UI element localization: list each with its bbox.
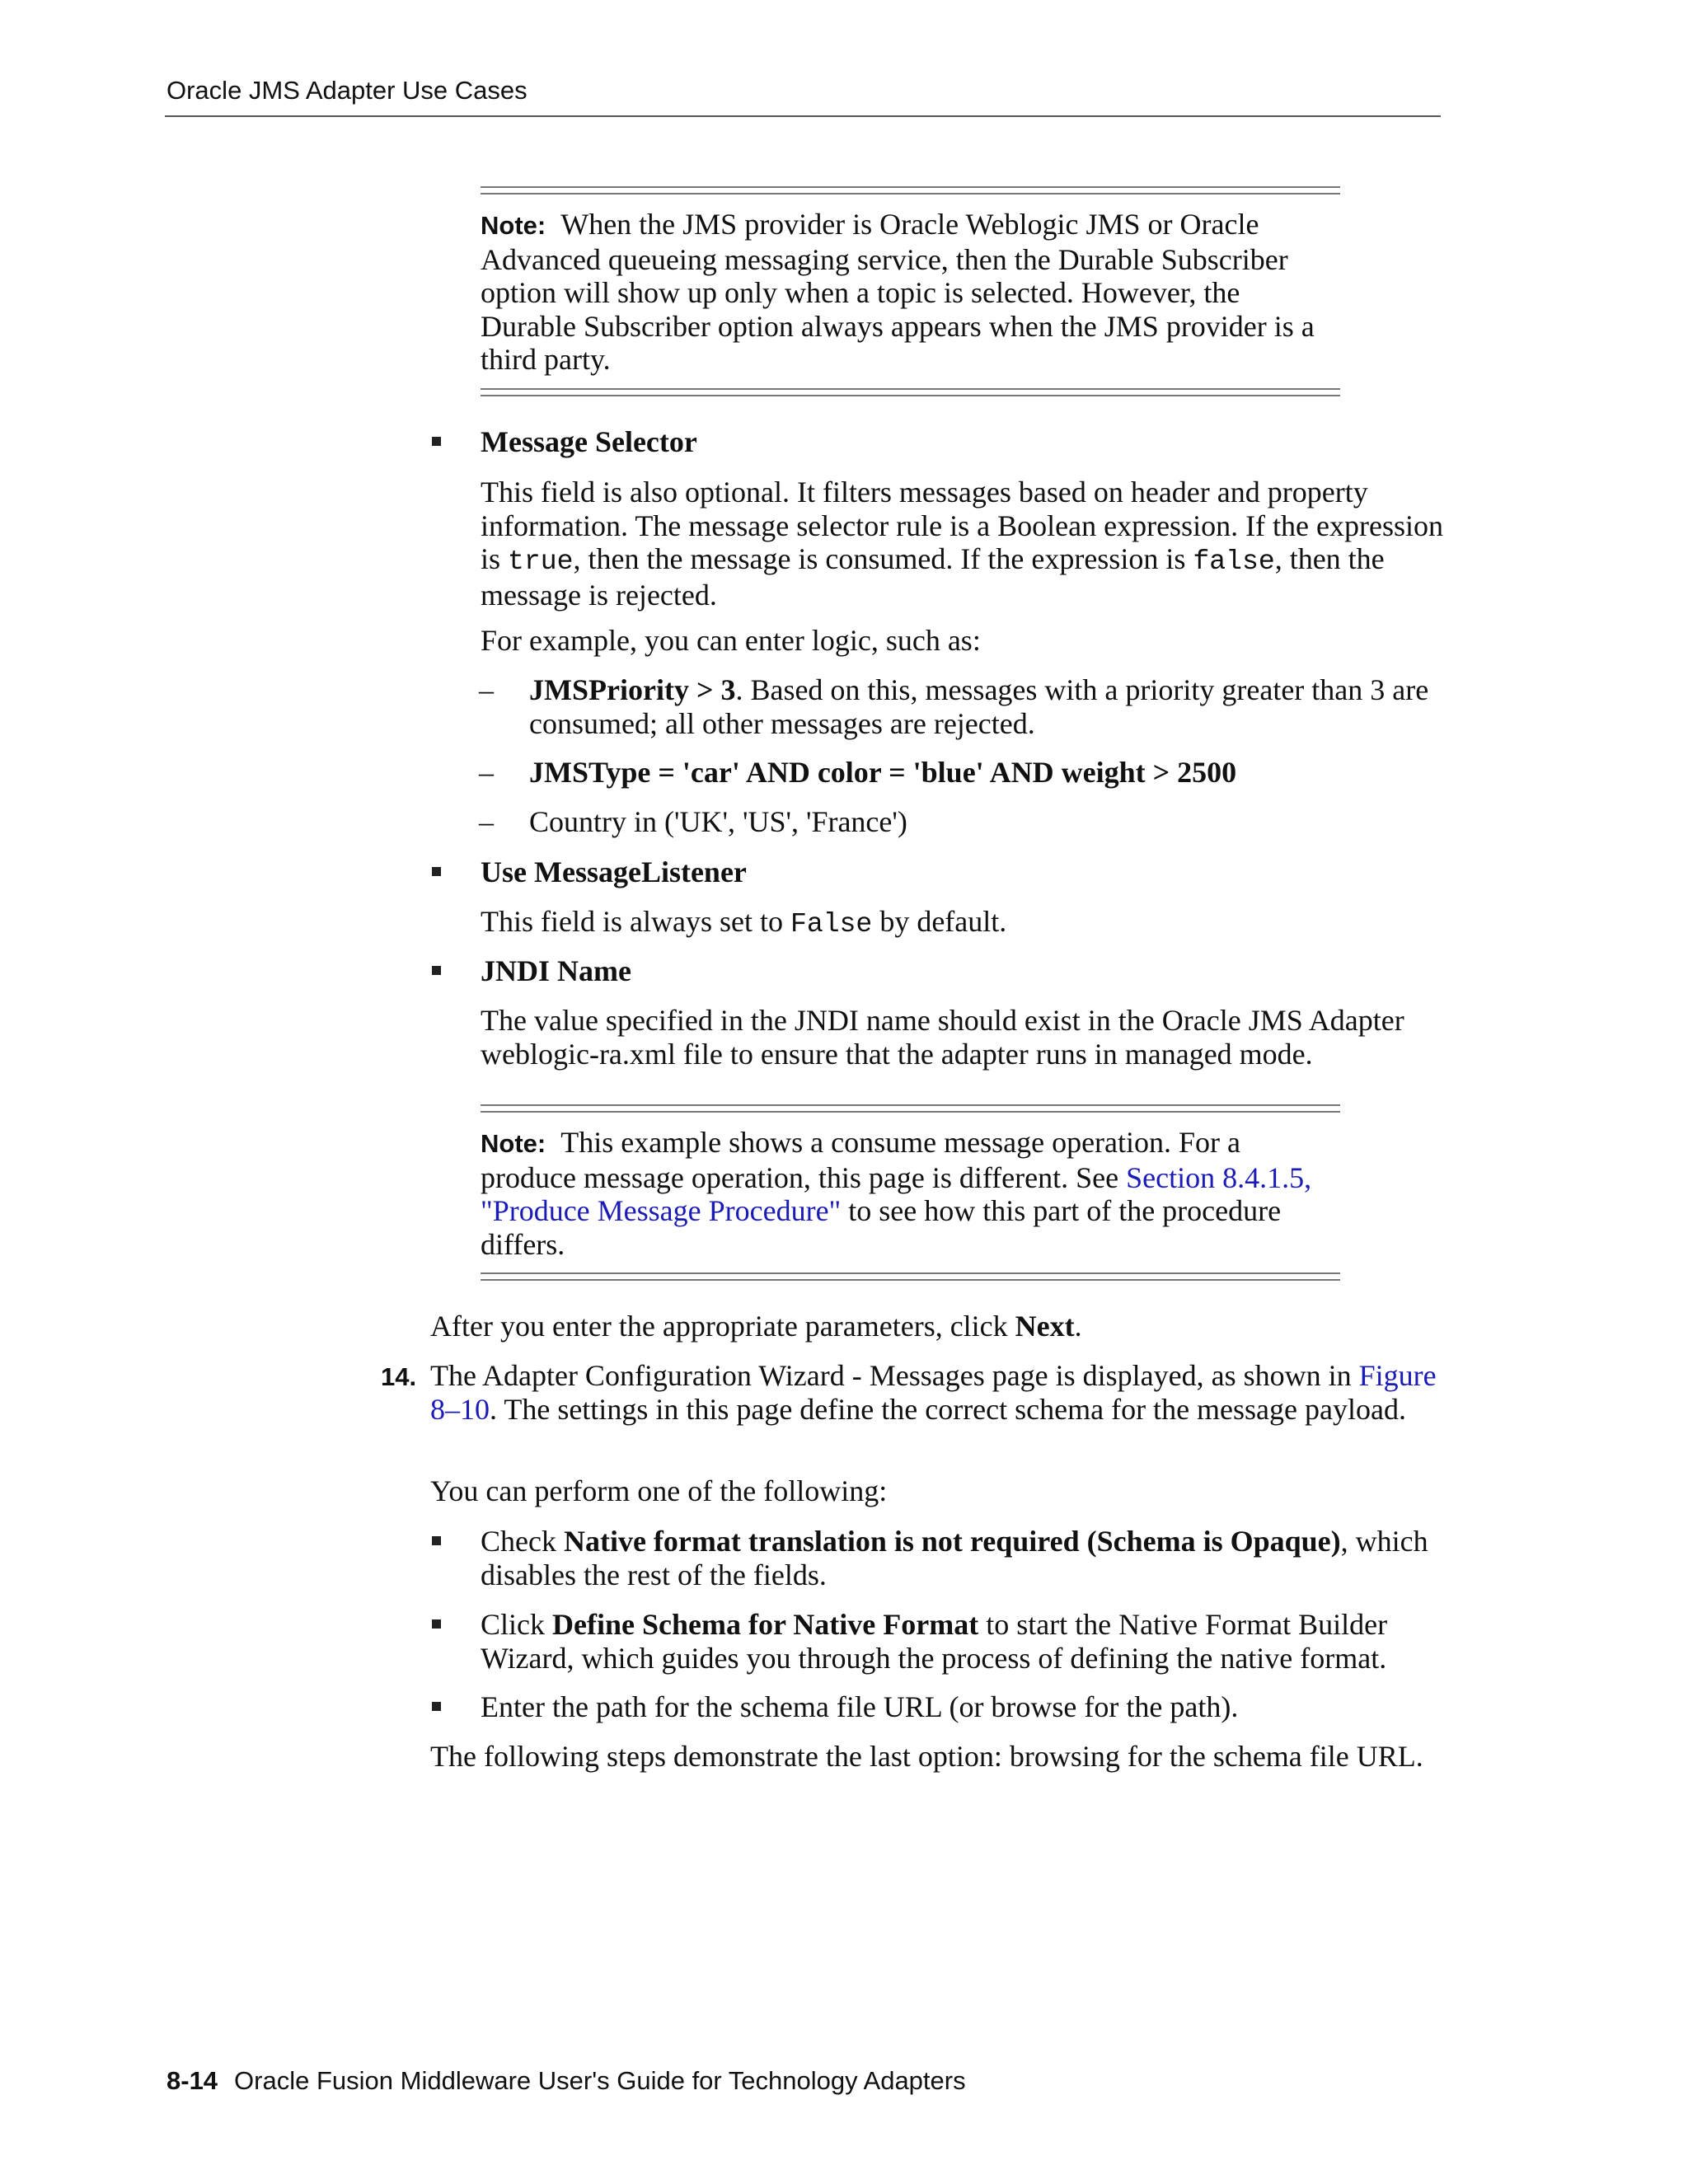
example-text: . Based on this, messages with a priority greater than 3 are consumed; all other messages are rejected. xyxy=(529,673,1429,740)
options-intro: You can perform one of the following: xyxy=(430,1474,888,1507)
note-body xyxy=(481,194,1340,388)
note-box-consume-operation xyxy=(481,1104,1340,1281)
example-bold: JMSType = 'car' AND color = 'blue' AND weight > 2500 xyxy=(529,756,1237,789)
bullet-square-icon xyxy=(432,437,441,446)
example-item-2: – JMSType = 'car' AND color = 'blue' AND weight > 2500 xyxy=(479,756,1237,789)
jndi-heading: JNDI Name xyxy=(481,954,631,987)
option-item-3: Enter the path for the schema file URL (or browse for the path). xyxy=(432,1690,1454,1724)
note-top-rule xyxy=(481,1104,1340,1113)
note-label: Note: xyxy=(481,1129,546,1158)
page-footer xyxy=(166,2066,966,2096)
use-listener-desc: This field is always set to False by default. xyxy=(481,905,1007,940)
book-title: Oracle Fusion Middleware User's Guide for Technology Adapters xyxy=(234,2066,966,2095)
note-body: Note: This example shows a consume message operation. For a produce message operation, this page is different. See Section 8.4.1.5, "Produce Message Procedure" to see how this part of the procedure differs. xyxy=(481,1126,1312,1261)
code-false: false xyxy=(1193,546,1275,577)
example-intro: For example, you can enter logic, such as: xyxy=(481,624,981,657)
use-listener-heading: Use MessageListener xyxy=(481,855,747,888)
code-true: true xyxy=(508,546,574,577)
header-rule xyxy=(165,115,1441,117)
example-item-3: – Country in ('UK', 'US', 'France') xyxy=(479,805,907,838)
step-14-text: The Adapter Configuration Wizard - Messages page is displayed, as shown in Figure 8–10. The settings in this page define the correct schema for the message payload. xyxy=(430,1359,1437,1426)
section-8-4-1-5-link[interactable]: Section 8.4.1.5, "Produce Message Procedure" xyxy=(481,1160,1312,1227)
note-text: When the JMS provider is Oracle Weblogic JMS or Oracle Advanced queueing messaging service, then the Durable Subscriber option will show up only when a topic is selected. However, the Durable Subscriber option always appears when the JMS provider is a third party. xyxy=(481,208,1315,376)
bullet-square-icon xyxy=(432,1536,441,1545)
page-number: 8-14 xyxy=(166,2066,218,2095)
running-header: Oracle JMS Adapter Use Cases xyxy=(166,76,528,105)
bullet-square-icon xyxy=(432,1619,441,1629)
bullet-square-icon xyxy=(432,1702,441,1711)
note-bottom-rule xyxy=(481,1272,1340,1281)
note-bottom-rule xyxy=(481,388,1340,396)
next-label: Next xyxy=(1015,1310,1075,1343)
jndi-desc: The value specified in the JNDI name should exist in the Oracle JMS Adapter weblogic-ra.xml file to ensure that the adapter runs in managed mode. xyxy=(481,1004,1404,1071)
note-label: Note: xyxy=(481,211,546,240)
figure-8-10-link[interactable]: Figure 8–10 xyxy=(430,1359,1437,1426)
closing-text: The following steps demonstrate the last option: browsing for the schema file URL. xyxy=(430,1740,1423,1773)
note-top-rule xyxy=(481,186,1340,194)
bullet-use-messagelistener xyxy=(432,855,1454,889)
bullet-jndi-name xyxy=(432,954,1454,988)
bullet-square-icon xyxy=(432,966,441,975)
example-bold: JMSPriority > 3 xyxy=(529,673,736,706)
step-number: 14. xyxy=(381,1362,417,1391)
example-item-1: – JMSPriority > 3. Based on this, messages with a priority greater than 3 are consumed; all other messages are rejected. xyxy=(479,673,1429,740)
note-box-durable-subscriber xyxy=(481,186,1340,396)
option-bold: Native format translation is not required (Schema is Opaque) xyxy=(563,1525,1341,1558)
option-item-2: Click Define Schema for Native Format to start the Native Format Builder Wizard, which guides you through the process of defining the native format. xyxy=(432,1608,1454,1675)
option-item-1: Check Native format translation is not required (Schema is Opaque), which disables the rest of the fields. xyxy=(432,1525,1454,1591)
message-selector-desc: This field is also optional. It filters messages based on header and property information. The message selector rule is a Boolean expression. If the expression is true, then the message is consumed. If the expression is false, then the message is rejected. xyxy=(481,476,1443,612)
bullet-square-icon xyxy=(432,867,441,876)
bullet-message-selector xyxy=(432,425,1454,459)
after-params-text: After you enter the appropriate parameters, click Next. xyxy=(430,1310,1082,1343)
option-bold: Define Schema for Native Format xyxy=(552,1608,979,1641)
code-false-default: False xyxy=(790,908,873,940)
example-text: Country in ('UK', 'US', 'France') xyxy=(529,805,907,838)
message-selector-heading: Message Selector xyxy=(481,425,697,458)
